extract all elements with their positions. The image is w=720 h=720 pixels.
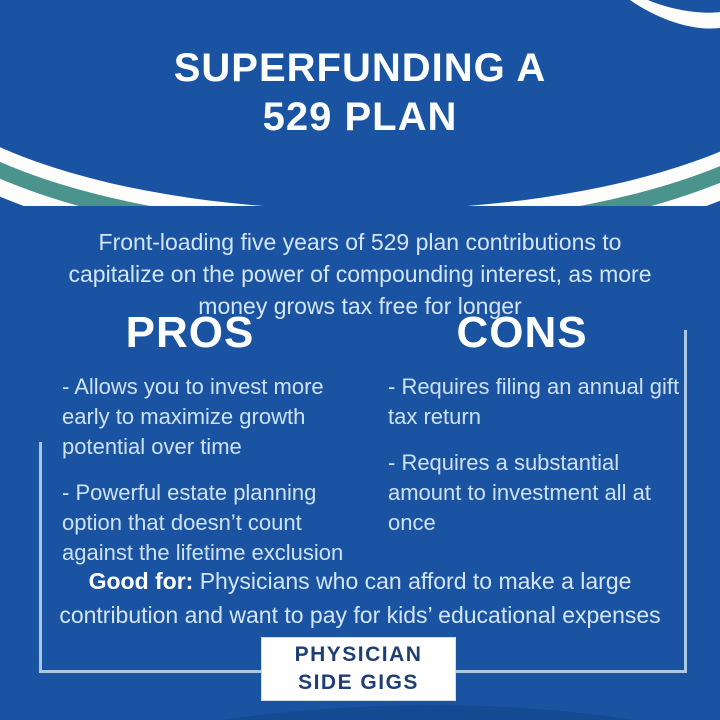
- logo-line-1: PHYSICIAN: [294, 643, 423, 666]
- cons-item: - Requires filing an annual gift tax return: [388, 374, 680, 429]
- logo-line-2: SIDE GIGS: [298, 671, 419, 694]
- pros-item: - Powerful estate planning option that doesn’t count against the lifetime exclusion: [62, 480, 344, 565]
- good-for-text: [40, 564, 680, 632]
- good-for-description: Physicians who can afford to make a large contribution and want to pay for kids’ educational expenses: [59, 568, 661, 628]
- intro-text: Front-loading five years of 529 plan contributions to capitalize on the power of compounding interest, as more money grows tax free for longer: [68, 229, 652, 319]
- title-line-1: SUPERFUNDING A: [173, 46, 547, 90]
- cons-list: [388, 372, 684, 554]
- cons-item: - Requires a substantial amount to investment all at once: [388, 450, 651, 535]
- pros-heading: PROS: [125, 308, 255, 357]
- physician-side-gigs-logo: [261, 637, 456, 701]
- title-line-2: 529 PLAN: [262, 95, 458, 139]
- good-for-label: Good for:: [88, 568, 194, 594]
- cons-heading: CONS: [456, 308, 588, 357]
- page-title: [0, 44, 720, 142]
- pros-list: [62, 372, 350, 584]
- pros-item: - Allows you to invest more early to maximize growth potential over time: [62, 374, 324, 459]
- frame-line-left: [39, 442, 42, 673]
- frame-line-right: [684, 330, 687, 673]
